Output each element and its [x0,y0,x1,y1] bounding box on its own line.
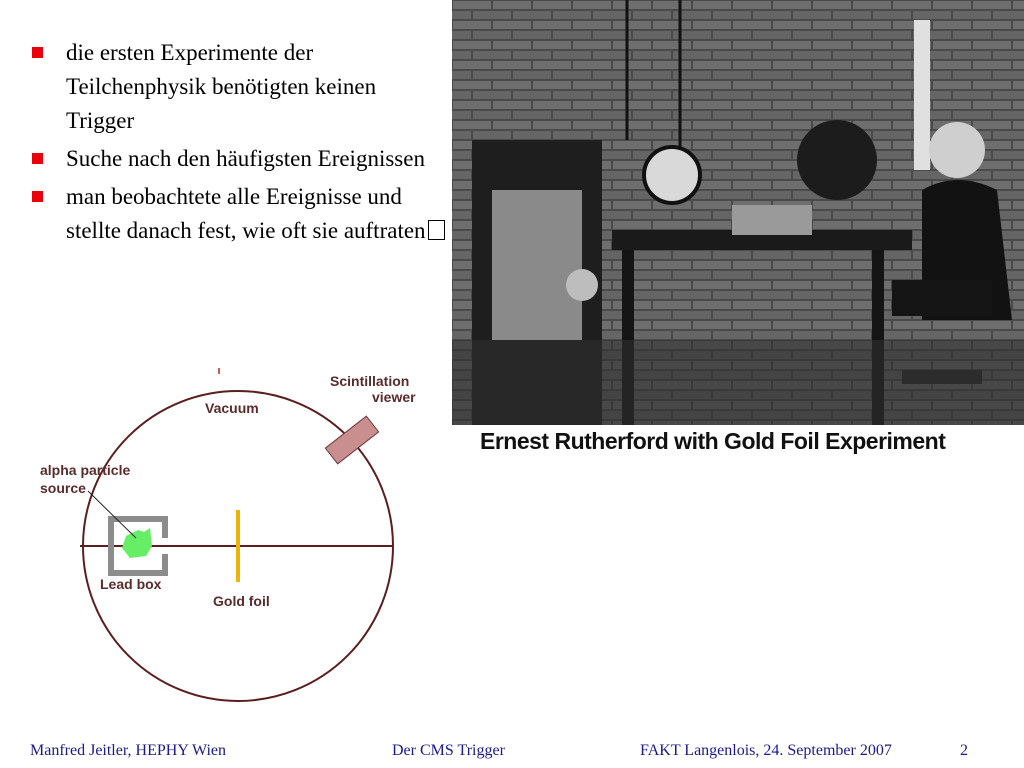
rutherford-photo [452,0,1024,425]
label-gold-foil: Gold foil [213,593,270,609]
footer-event: FAKT Langenlois, 24. September 2007 [640,742,892,759]
bullet-item [28,36,448,138]
bullet-item [28,142,448,176]
missing-glyph-box-icon [428,220,445,240]
rutherford-photo-image [452,0,1024,425]
label-scintillation: Scintillation [330,373,410,389]
alpha-source [122,528,152,558]
footer-author: Manfred Jeitler, HEPHY Wien [30,742,226,759]
label-lead-box: Lead box [100,576,162,592]
page-number: 2 [960,742,968,759]
label-viewer: viewer [372,389,416,405]
tick-mark [218,368,220,374]
footer-title: Der CMS Trigger [392,742,505,759]
bullet-text: die ersten Experimente der Teilchenphysik benötigten keinen Trigger [66,40,377,133]
bullet-square-icon [32,191,43,202]
label-alpha-particle: alpha particle [40,462,131,478]
bullet-square-icon [32,47,43,58]
gold-foil [236,510,240,582]
label-source: source [40,480,86,496]
bullet-item [28,180,448,248]
bullet-list [28,36,448,252]
photo-caption: Ernest Rutherford with Gold Foil Experiment [480,428,946,454]
label-vacuum: Vacuum [205,400,259,416]
gold-foil-diagram [30,360,440,710]
bullet-text: man beobachtete alle Ereignisse und stellte danach fest, wie oft sie auftraten [66,184,426,243]
bullet-text: Suche nach den häufigsten Ereignissen [66,146,425,171]
bullet-square-icon [32,153,43,164]
